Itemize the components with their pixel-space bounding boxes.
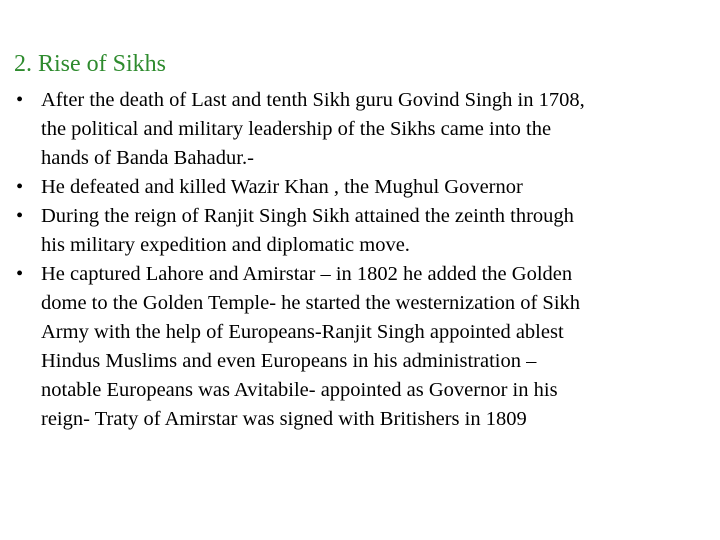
bullet-list xyxy=(0,86,690,434)
bullet-line: He captured Lahore and Amirstar – in 1802 he added the Golden xyxy=(41,263,573,285)
bullet-line: reign- Traty of Amirstar was signed with Britishers in 1809 xyxy=(41,408,527,430)
bullet-item-lahore-amirstar xyxy=(0,260,690,434)
slide-title: 2. Rise of Sikhs xyxy=(14,51,167,77)
bullet-line: dome to the Golden Temple- he started the westernization of Sikh xyxy=(41,292,581,314)
bullet-item-death-of-guru xyxy=(0,86,690,173)
bullet-line: notable Europeans was Avitabile- appointed as Governor in his xyxy=(41,379,558,401)
bullet-line: After the death of Last and tenth Sikh guru Govind Singh in 1708, xyxy=(41,89,585,111)
bullet-line: He defeated and killed Wazir Khan , the Mughul Governor xyxy=(41,176,523,198)
bullet-marker: • xyxy=(16,89,24,111)
bullet-line: During the reign of Ranjit Singh Sikh attained the zeinth through xyxy=(41,205,574,227)
bullet-marker: • xyxy=(16,205,24,227)
bullet-marker: • xyxy=(16,176,24,198)
bullet-line: the political and military leadership of the Sikhs came into the xyxy=(41,118,552,140)
bullet-line: Hindus Muslims and even Europeans in his administration – xyxy=(41,350,537,372)
bullet-line: his military expedition and diplomatic move. xyxy=(41,234,410,256)
bullet-item-wazir-khan xyxy=(0,173,690,202)
bullet-marker: • xyxy=(16,263,24,285)
bullet-line: hands of Banda Bahadur.- xyxy=(41,147,254,169)
bullet-line: Army with the help of Europeans-Ranjit Singh appointed ablest xyxy=(41,321,564,343)
bullet-item-ranjit-singh-reign xyxy=(0,202,690,260)
